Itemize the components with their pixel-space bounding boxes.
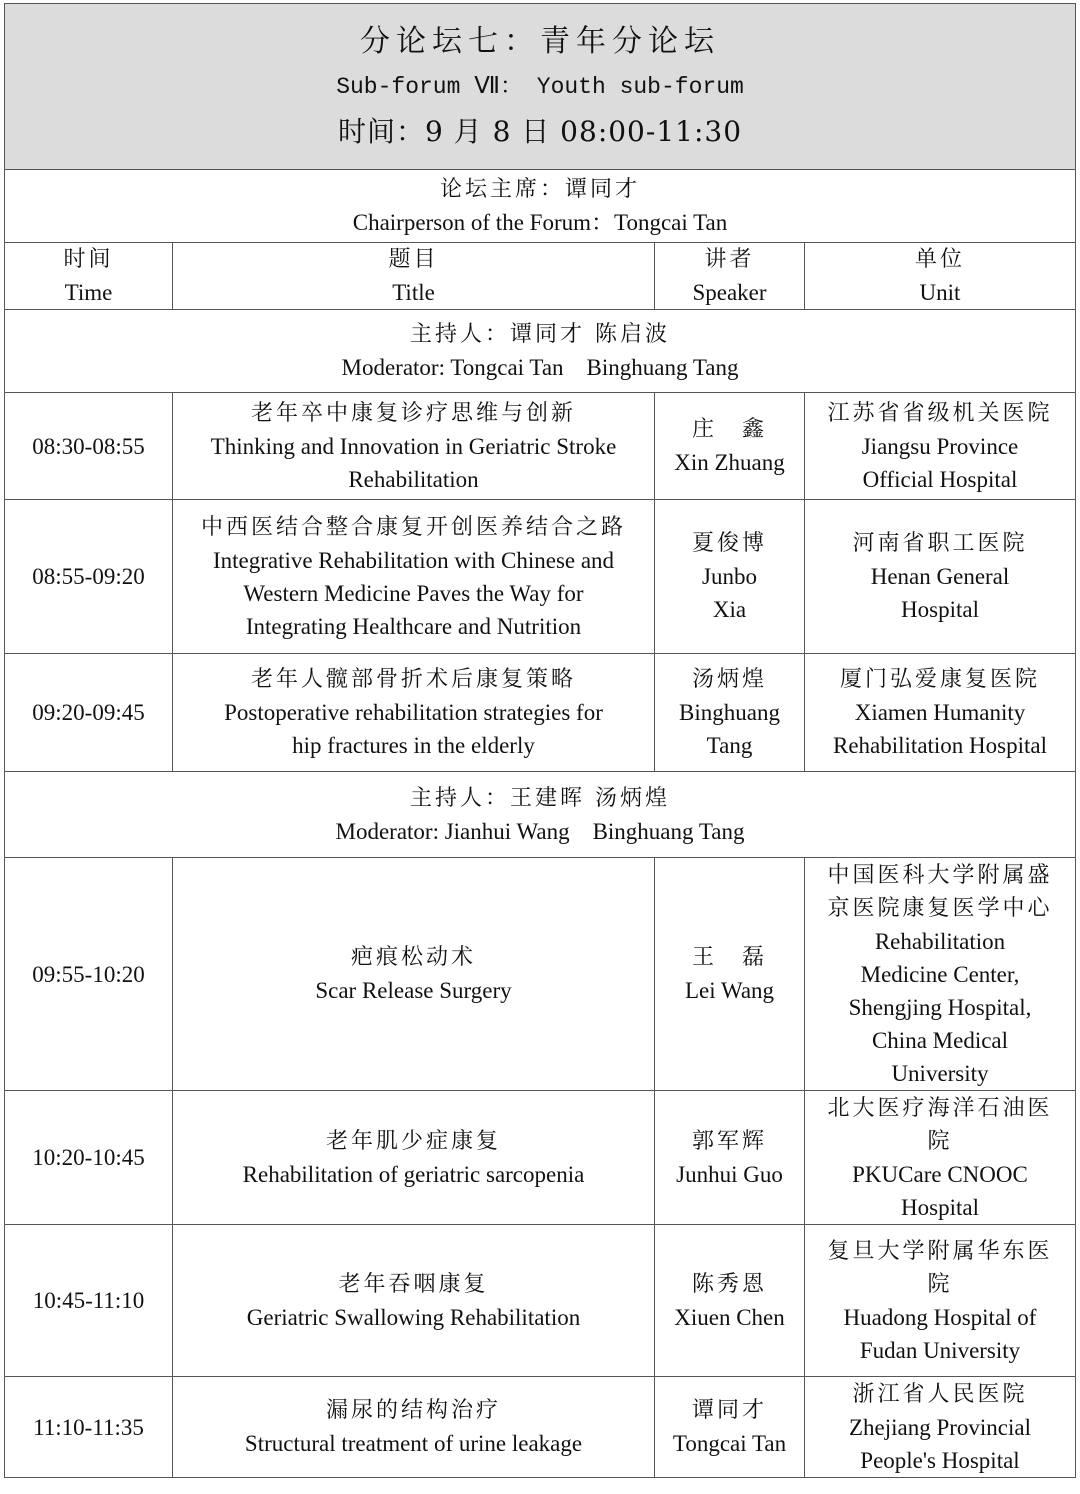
session-title-en-line: Western Medicine Paves the Way for [243,580,584,606]
session-unit [805,1377,1076,1478]
unit-en-line: University [891,1060,989,1086]
unit-en-line: Henan General [870,564,1010,589]
session-title-cn: 老年肌少症康复 [325,1128,501,1154]
unit-cn-line: 中国医科大学附属盛 [827,862,1053,888]
column-header-unit [805,243,1076,310]
chair-cell [5,170,1076,243]
session-unit [805,654,1076,772]
forum-header-cell [5,4,1076,170]
column-header-cn: 题目 [388,247,439,272]
session-title-en-line: Scar Release Surgery [315,978,512,1003]
speaker-en-line: Xiuen Chen [674,1304,785,1330]
session-speaker [655,393,805,500]
session-speaker [655,1225,805,1377]
column-header-row [5,243,1076,310]
speaker-cn: 汤炳煌 [691,667,767,692]
session-title-en-line: Postoperative rehabilitation strategies for [224,700,603,725]
session-title-cn: 老年卒中康复诊疗思维与创新 [250,400,576,426]
unit-en-line: Shengjing Hospital, [848,994,1032,1020]
session-unit [805,500,1076,654]
column-header-en: Speaker [692,280,767,305]
session-title [173,393,655,500]
session-speaker [655,654,805,772]
session-row [5,1377,1076,1478]
session-title-cn: 老年吞咽康复 [338,1271,489,1297]
session-title [173,858,655,1091]
session-title-en-line: Rehabilitation [348,466,479,492]
unit-en-line: Hospital [901,1194,979,1220]
session-time: 08:30-08:55 [5,393,173,500]
session-row [5,858,1076,1091]
speaker-cn: 庄 鑫 [691,417,767,442]
column-header-title [173,243,655,310]
session-unit [805,1225,1076,1377]
session-title [173,1225,655,1377]
session-time: 09:20-09:45 [5,654,173,772]
column-header-cn: 单位 [914,247,965,272]
unit-en-line: Rehabilitation [874,928,1006,954]
moderator-cn: 主持人：王建晖 汤炳煌 [410,785,670,811]
speaker-en-line: Junbo [702,564,757,589]
unit-en-line: PKUCare CNOOC [852,1161,1028,1187]
session-title [173,500,655,654]
session-time: 09:55-10:20 [5,858,173,1091]
column-header-en: Time [64,280,113,305]
unit-en-line: People's Hospital [860,1447,1020,1473]
speaker-cn: 陈秀恩 [691,1271,767,1297]
session-title-cn: 疤痕松动术 [350,945,476,970]
unit-en-line: Rehabilitation Hospital [833,733,1047,758]
forum-time: 时间：9 月 8 日 08:00-11:30 [337,114,743,148]
session-time: 08:55-09:20 [5,500,173,654]
moderator-cn: 主持人：谭同才 陈启波 [410,322,670,347]
column-header-cn: 时间 [63,247,114,272]
session-title-cn: 老年人髋部骨折术后康复策略 [250,667,576,692]
speaker-en-line: Xin Zhuang [674,450,785,475]
session-row [5,1091,1076,1225]
chair-en: Chairperson of the Forum：Tongcai Tan [352,210,728,235]
session-title-en-line: Integrative Rehabilitation with Chinese and [212,547,615,573]
unit-cn-line: 江苏省省级机关医院 [827,400,1053,426]
unit-en-line: Zhejiang Provincial [848,1414,1032,1440]
speaker-cn: 郭军辉 [691,1128,767,1154]
unit-en-line: Jiangsu Province [861,433,1019,459]
column-header-time [5,243,173,310]
moderator-row [5,310,1076,393]
agenda-table [4,3,1076,1478]
unit-en-line: Hospital [901,597,979,622]
speaker-en-line: Tang [706,733,753,758]
column-header-en: Title [392,280,435,305]
unit-cn-line: 院 [927,1271,953,1297]
session-time: 11:10-11:35 [5,1377,173,1478]
session-unit [805,858,1076,1091]
chair-cn: 论坛主席：谭同才 [439,177,640,202]
session-row [5,1225,1076,1377]
column-header-en: Unit [919,280,961,305]
speaker-en-line: Lei Wang [684,978,775,1003]
column-header-cn: 讲者 [704,247,755,272]
chair-row [5,170,1076,243]
session-time: 10:20-10:45 [5,1091,173,1225]
session-title [173,654,655,772]
session-title [173,1377,655,1478]
speaker-cn: 夏俊博 [691,531,767,556]
speaker-en-line: Binghuang [679,700,780,725]
session-row [5,500,1076,654]
unit-en-line: Medicine Center, [860,961,1020,987]
moderator-en: Moderator: Jianhui Wang Binghuang Tang [335,818,745,844]
speaker-en-line: Junhui Guo [676,1161,783,1187]
speaker-cn: 谭同才 [691,1398,767,1423]
unit-en-line: Xiamen Humanity [854,700,1026,725]
moderator-cell [5,772,1076,858]
forum-header [5,4,1076,170]
session-speaker [655,1377,805,1478]
session-speaker [655,1091,805,1225]
unit-cn-line: 厦门弘爱康复医院 [839,667,1040,692]
unit-cn-line: 京医院康复医学中心 [827,895,1053,921]
unit-en-line: Official Hospital [862,466,1018,492]
session-title-cn: 漏尿的结构治疗 [325,1398,501,1423]
session-title [173,1091,655,1225]
unit-cn-line: 院 [927,1128,953,1154]
session-title-en-line: Integrating Healthcare and Nutrition [245,613,582,639]
session-row [5,393,1076,500]
column-header-speaker [655,243,805,310]
speaker-en-line: Tongcai Tan [672,1431,787,1456]
session-unit [805,1091,1076,1225]
session-title-en-line: Geriatric Swallowing Rehabilitation [246,1304,581,1330]
session-speaker [655,500,805,654]
session-title-en-line: Rehabilitation of geriatric sarcopenia [242,1161,585,1187]
unit-en-line: Huadong Hospital of [843,1304,1037,1330]
session-title-cn: 中西医结合整合康复开创医养结合之路 [200,514,626,540]
session-title-en-line: hip fractures in the elderly [292,733,535,758]
forum-title-en: Sub-forum Ⅶ： Youth sub-forum [336,73,744,100]
session-speaker [655,858,805,1091]
speaker-en-line: Xia [712,597,747,622]
unit-cn-line: 复旦大学附属华东医 [827,1238,1053,1264]
unit-en-line: China Medical [871,1027,1009,1053]
speaker-cn: 王 磊 [691,945,767,970]
unit-cn-line: 浙江省人民医院 [852,1381,1028,1407]
moderator-cell [5,310,1076,393]
session-title-en-line: Structural treatment of urine leakage [244,1431,583,1456]
unit-cn-line: 河南省职工医院 [852,531,1028,556]
session-title-en-line: Thinking and Innovation in Geriatric Stroke [210,433,617,459]
session-row [5,654,1076,772]
moderator-en: Moderator: Tongcai Tan Binghuang Tang [341,355,739,380]
moderator-row [5,772,1076,858]
unit-cn-line: 北大医疗海洋石油医 [827,1095,1053,1121]
session-time: 10:45-11:10 [5,1225,173,1377]
forum-title-cn: 分论坛七：青年分论坛 [360,23,720,59]
unit-en-line: Fudan University [859,1337,1021,1363]
session-unit [805,393,1076,500]
